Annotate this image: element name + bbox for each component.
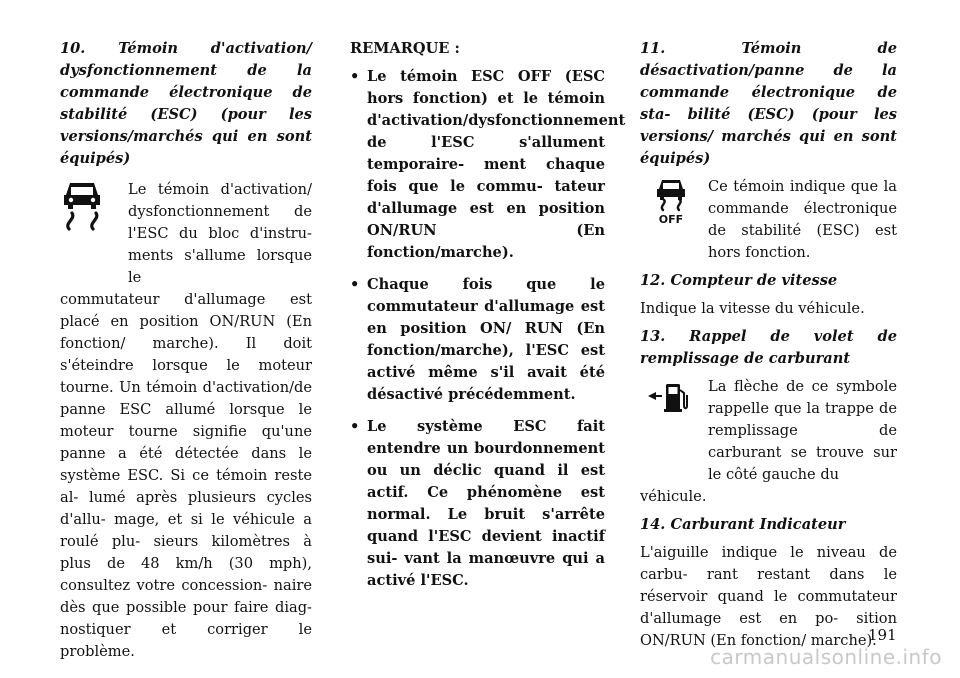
section-10-body-indented: Le témoin d'activation/ dysfonctionnement de l'ESC du bloc d'instru- ments s'allume lorsque le <box>128 181 312 286</box>
section-12-body: Indique la vitesse du véhicule. <box>640 300 865 317</box>
bullet-marker: • <box>350 418 360 435</box>
list-item <box>350 66 626 264</box>
esc-skid-car-icon <box>60 179 104 238</box>
note-text: Chaque fois que le commutateur d'allumage est en position ON/ RUN (En fonction/marche), l'ESC est activé même s'il avait été désactivé précédemment. <box>367 276 605 403</box>
bullet-marker: • <box>350 68 360 85</box>
remarque-list <box>350 66 626 592</box>
watermark: carmanualsonline.info <box>710 645 942 669</box>
list-item <box>350 274 605 406</box>
column-left <box>60 38 312 663</box>
section-11-heading: 11. Témoin de désactivation/panne de la commande électronique de sta- bilité (ESC) (pour les versions/ marchés qui en sont équipés) <box>640 40 897 167</box>
section-10-heading: 10. Témoin d'activation/ dysfonctionnement de la commande électronique de stabilité (ESC) (pour les versions/marchés qui en sont équipés) <box>60 40 312 167</box>
section-13-body: véhicule. <box>640 488 707 505</box>
section-14-heading: 14. Carburant Indicateur <box>640 516 846 533</box>
section-11-body: Ce témoin indique que la commande électronique de stabilité (ESC) est hors fonction. <box>708 178 897 261</box>
list-item <box>350 416 605 592</box>
column-right <box>640 38 897 652</box>
section-14-body: L'aiguille indique le niveau de carbu- rant restant dans le réservoir quand le commutateur d'allumage est en po- sition ON/RUN (En fonction/ marche). <box>640 544 897 649</box>
section-13-body-indented: La flèche de ce symbole rappelle que la trappe de remplissage de carburant se trouve sur le côté gauche du <box>708 378 897 483</box>
section-10-body: commutateur d'allumage est placé en position ON/RUN (En fonction/ marche). Il doit s'éteindre lorsque le moteur tourne. Un témoin d'activation/de panne ESC allumé lorsque le moteur tourne signifie qu'une panne a été détectée dans le système ESC. Si ce témoin reste al- lumé après plusieurs cycles d'allu- mage, et si le véhicule a roulé plu- sieurs kilomètres à plus de 48 km/h (30 mph), consultez votre concession- naire dès que possible pour faire diag- nostiquer et corriger le problème. <box>60 291 312 660</box>
note-text: Le système ESC fait entendre un bourdonnement ou un déclic quand il est actif. Ce phénomène est normal. Le bruit s'arrête quand l'ESC devient inactif sui- vant la manœuvre qui a activé l'ESC. <box>367 418 605 589</box>
section-11-icon-block <box>640 176 897 264</box>
section-12-heading: 12. Compteur de vitesse <box>640 272 838 289</box>
fuel-door-arrow-icon <box>646 380 690 421</box>
esc-off-icon <box>654 178 688 231</box>
bullet-marker: • <box>350 276 360 293</box>
section-10-icon-block <box>60 179 312 289</box>
esc-off-icon-label: OFF <box>658 213 684 224</box>
section-13-icon-block <box>640 376 897 486</box>
note-text: Le témoin ESC OFF (ESC hors fonction) et le témoin d'activation/dysfonctionnement de l'ESC s'allument temporaire- ment chaque fois que le commu- tateur d'allumage est en position ON/RUN (En fonction/marche). <box>367 68 626 261</box>
remarque-title: REMARQUE : <box>350 40 460 57</box>
section-13-heading: 13. Rappel de volet de remplissage de carburant <box>640 328 897 367</box>
column-middle <box>350 38 626 602</box>
page-number: 191 <box>868 626 897 644</box>
